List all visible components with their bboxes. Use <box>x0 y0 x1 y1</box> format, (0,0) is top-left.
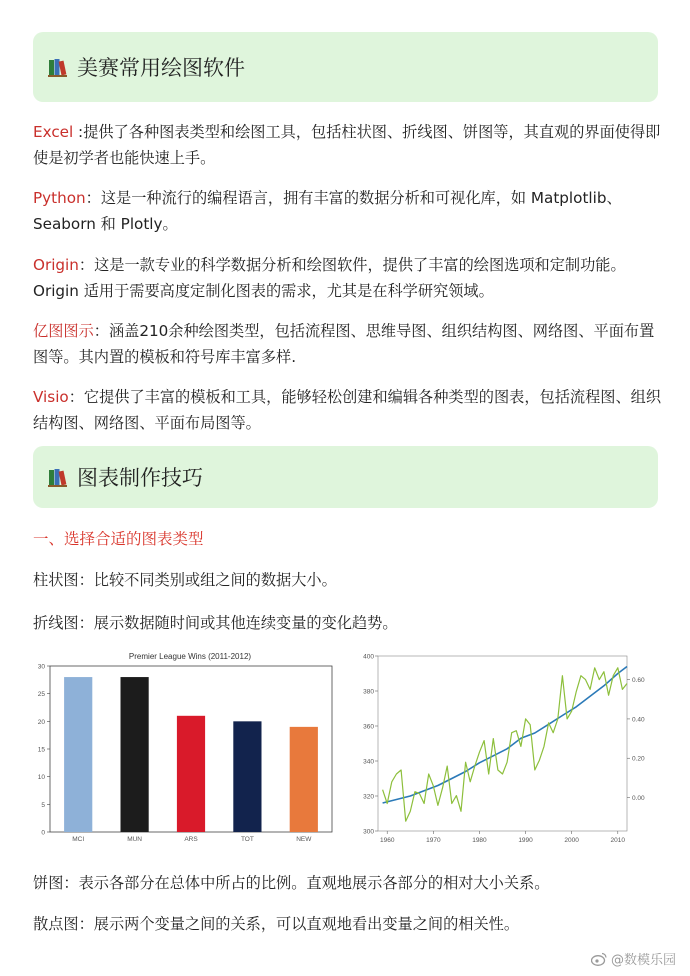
software-name: Visio <box>33 388 69 406</box>
books-icon <box>47 56 69 78</box>
x-tick-label: MUN <box>127 836 143 843</box>
y-right-tick-label: 0.20 <box>632 755 645 763</box>
tip-line-chart: 折线图：展示数据随时间或其他连续变量的变化趋势。 <box>33 614 398 632</box>
y-right-tick-label: 0.40 <box>632 716 645 724</box>
x-tick-label: 1970 <box>426 837 441 844</box>
tip-scatter-chart: 散点图：展示两个变量之间的关系，可以直观地看出变量之间的相关性。 <box>33 915 519 933</box>
y-left-tick-label: 400 <box>363 653 374 661</box>
section-header-tips <box>33 446 658 508</box>
x-tick-label: NEW <box>296 836 312 843</box>
tips-subheading: 一、选择合适的图表类型 <box>33 530 204 548</box>
section-header-software <box>33 32 658 102</box>
chart-title: Premier League Wins (2011-2012) <box>128 652 252 661</box>
tip-bar-chart: 柱状图：比较不同类别或组之间的数据大小。 <box>33 571 337 589</box>
bar-mun <box>121 677 149 832</box>
watermark-text: @数模乐园 <box>610 953 676 968</box>
y-tick-label: 20 <box>37 718 45 726</box>
weibo-icon <box>591 952 607 966</box>
line-chart <box>352 648 657 848</box>
y-left-tick-label: 320 <box>363 793 374 801</box>
books-icon <box>47 466 69 488</box>
bar-new <box>290 727 318 832</box>
x-tick-label: 1980 <box>472 837 487 844</box>
y-tick-label: 25 <box>37 691 45 699</box>
x-tick-label: 2000 <box>564 837 579 844</box>
software-name: Python <box>33 189 86 207</box>
x-tick-label: 2010 <box>610 837 626 844</box>
y-right-tick-label: 0.00 <box>632 795 645 803</box>
software-paragraph-origin: Origin：这是一款专业的科学数据分析和绘图软件，提供了丰富的绘图选项和定制功能。Origin 适用于需要高度定制化图表的需求，尤其是在科学研究领域。 <box>33 256 626 300</box>
y-left-tick-label: 340 <box>363 758 374 766</box>
software-paragraph-edraw: 亿图图示：涵盖210余种绘图类型，包括流程图、思维导图、组织结构图、网络图、平面布置图等。其内置的模板和符号库丰富多样. <box>33 322 655 366</box>
software-name: Origin <box>33 256 79 274</box>
bar-ars <box>177 716 205 832</box>
temperature-anomaly-line <box>383 668 627 821</box>
y-tick-label: 30 <box>37 663 45 671</box>
x-tick-label: 1960 <box>379 837 395 844</box>
bar-tot <box>233 721 261 832</box>
x-tick-label: ARS <box>184 836 198 843</box>
x-tick-label: MCI <box>72 836 85 843</box>
software-name: 亿图图示 <box>33 322 94 340</box>
y-tick-label: 10 <box>37 774 45 782</box>
y-right-tick-label: 0.60 <box>632 677 645 685</box>
software-paragraph-visio: Visio：它提供了丰富的模板和工具，能够轻松创建和编辑各种类型的图表，包括流程图、组织结构图、网络图、平面布局图等。 <box>33 388 662 432</box>
bar-mci <box>64 677 92 832</box>
y-left-tick-label: 360 <box>363 723 374 731</box>
x-tick-label: 1990 <box>518 837 533 844</box>
software-paragraph-excel: Excel :提供了各种图表类型和绘图工具，包括柱状图、折线图、饼图等，其直观的界面使得即使是初学者也能快速上手。 <box>33 123 661 167</box>
section-title: 美赛常用绘图软件 <box>77 56 245 80</box>
bar-chart <box>30 648 340 848</box>
software-name: Excel <box>33 123 74 141</box>
y-tick-label: 15 <box>37 746 45 754</box>
software-paragraph-python: Python：这是一种流行的编程语言，拥有丰富的数据分析和可视化库，如 Matplotlib、Seaborn 和 Plotly。 <box>33 189 622 233</box>
watermark <box>591 949 676 968</box>
plot-frame <box>378 656 627 831</box>
y-tick-label: 0 <box>41 829 45 837</box>
y-left-tick-label: 380 <box>363 688 374 696</box>
y-left-tick-label: 300 <box>363 828 374 836</box>
x-tick-label: TOT <box>240 836 254 843</box>
y-tick-label: 5 <box>41 801 45 809</box>
section-title: 图表制作技巧 <box>77 466 203 490</box>
tip-pie-chart: 饼图：表示各部分在总体中所占的比例。直观地展示各部分的相对大小关系。 <box>33 874 550 892</box>
